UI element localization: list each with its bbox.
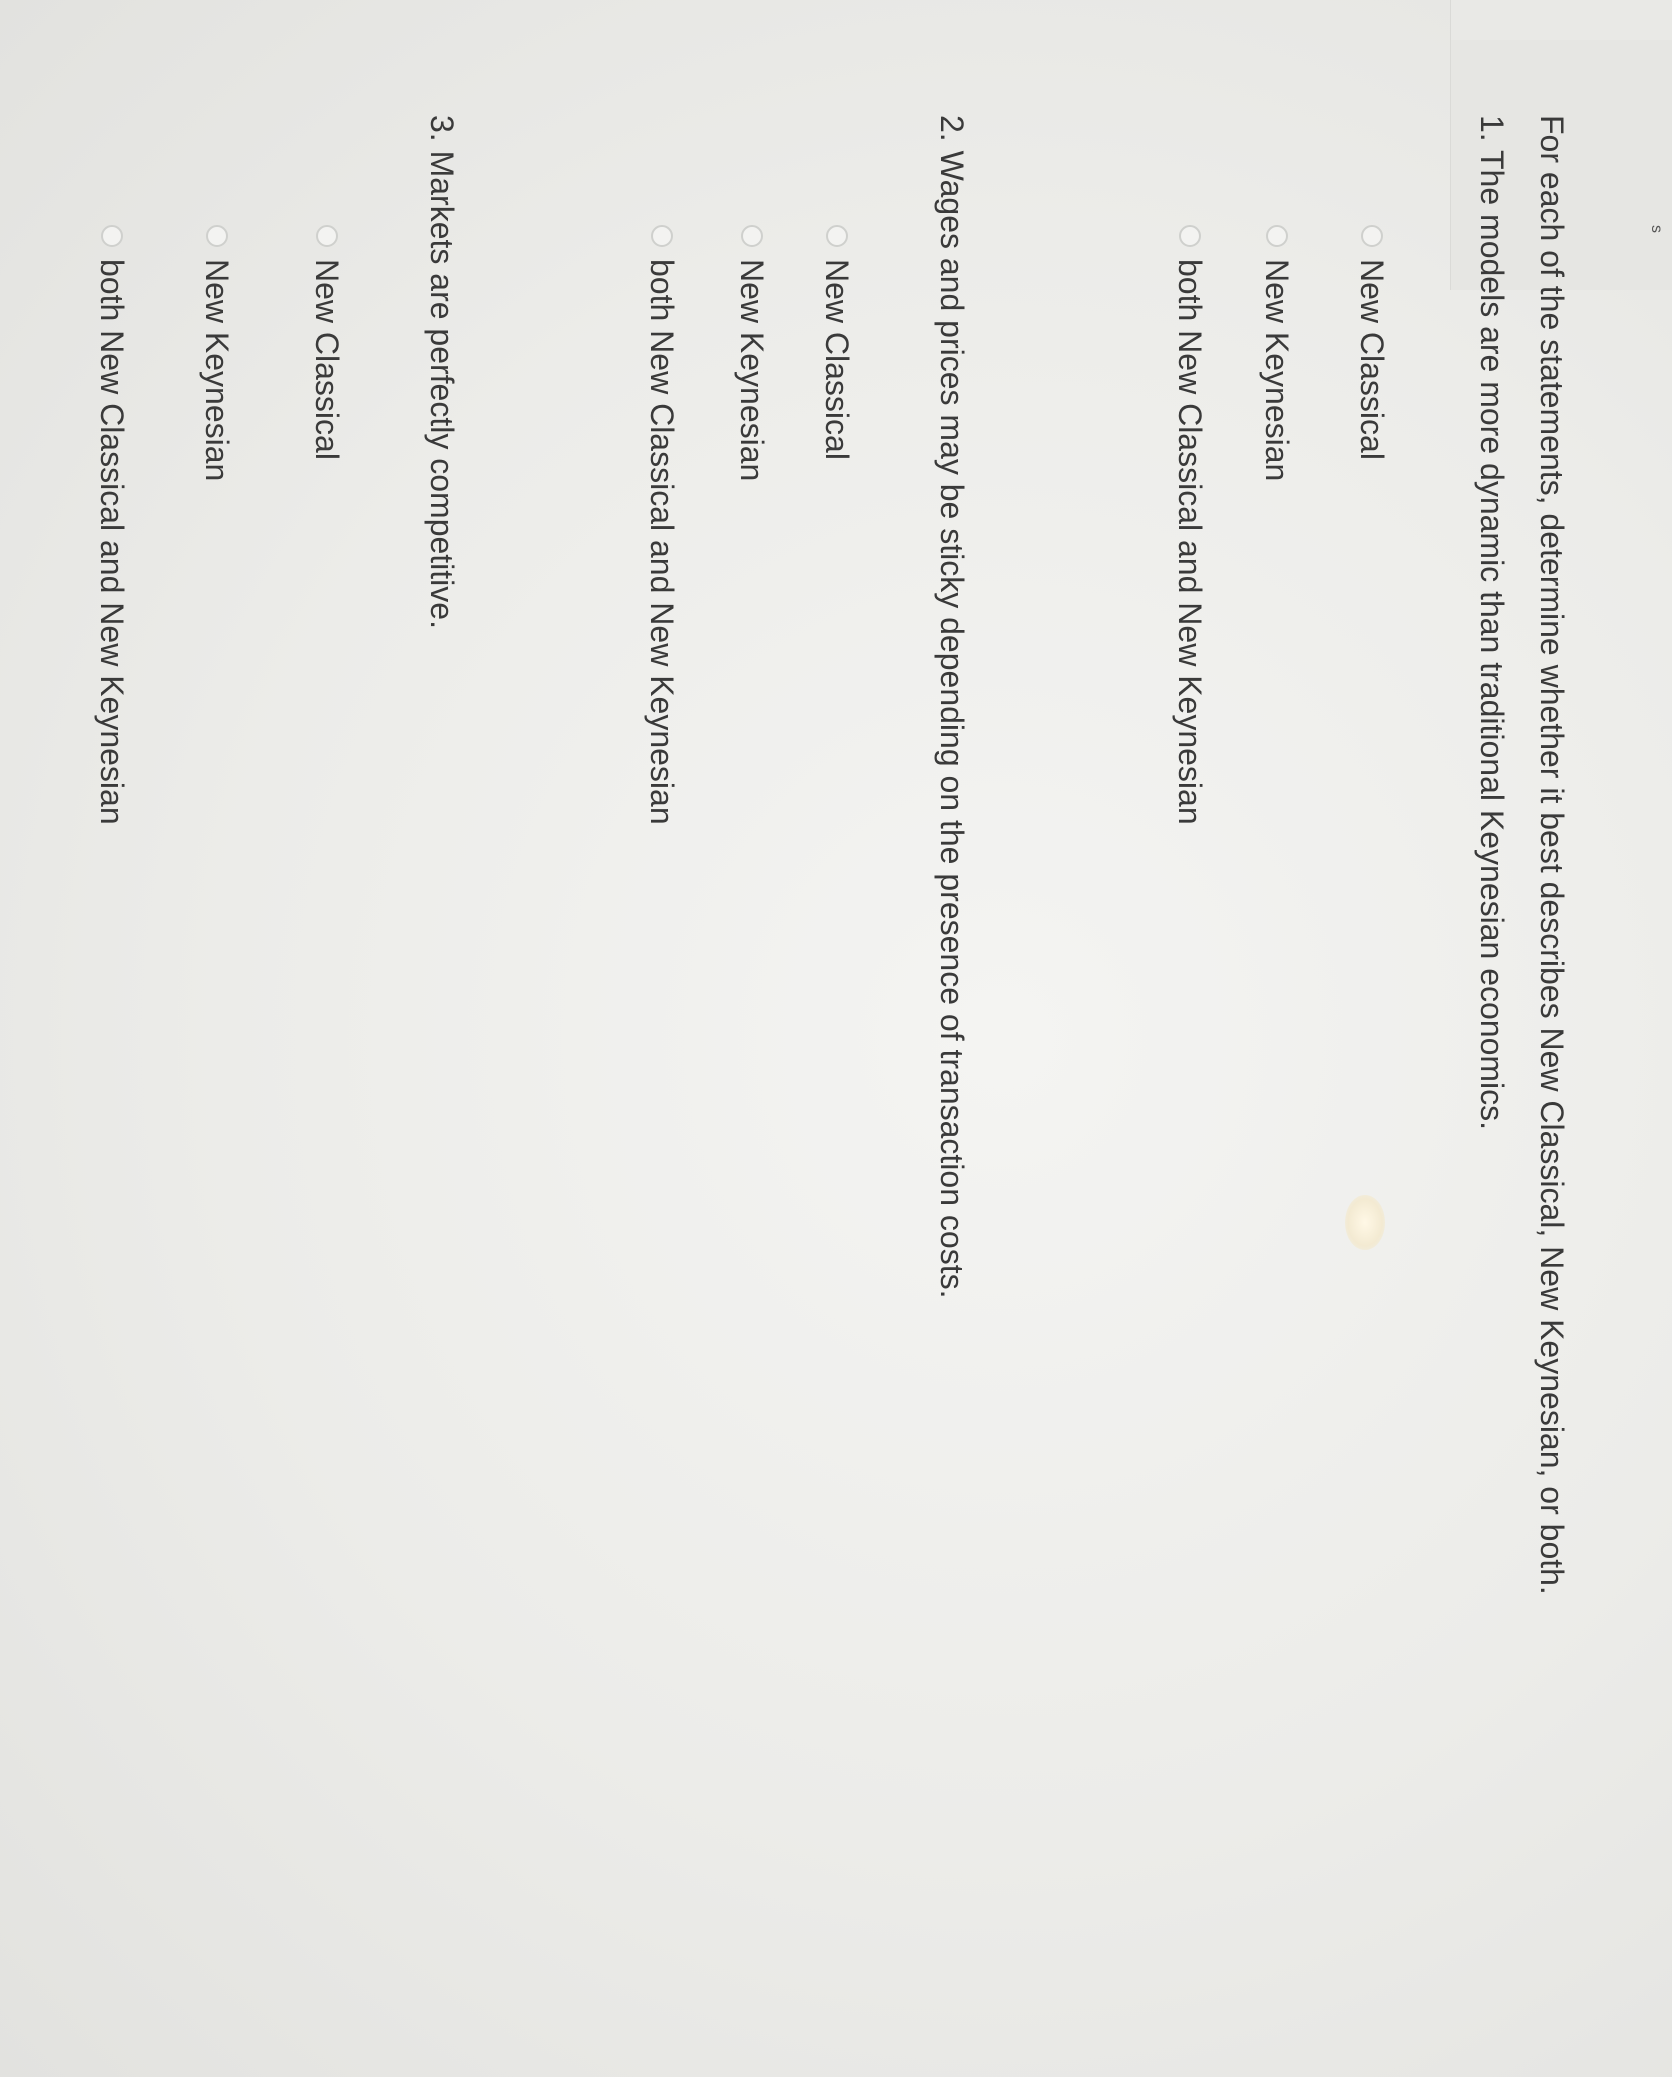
radio-button[interactable] (1266, 225, 1288, 247)
option-label: both New Classical and New Keynesian (94, 259, 130, 825)
q3-option-new-keynesian[interactable] (197, 225, 237, 481)
option-label: both New Classical and New Keynesian (1172, 259, 1208, 825)
option-label: New Keynesian (1259, 259, 1295, 482)
radio-button[interactable] (1361, 225, 1383, 247)
question-2-label: 2. Wages and prices may be sticky depending on the presence of transaction costs. (934, 115, 970, 1299)
q2-option-new-classical[interactable] (817, 225, 857, 460)
radio-button[interactable] (1179, 225, 1201, 247)
instructions: For each of the statements, determine whether it best describes New Classical, New Keynesian, or both. (1534, 115, 1570, 1595)
radio-button[interactable] (206, 225, 228, 247)
side-panel-letter: s (1648, 225, 1665, 233)
option-label: New Classical (309, 259, 345, 460)
q2-option-new-keynesian[interactable] (732, 225, 772, 481)
q1-option-new-keynesian[interactable] (1257, 225, 1297, 481)
option-label: New Keynesian (199, 259, 235, 482)
radio-button[interactable] (101, 225, 123, 247)
option-label: New Classical (819, 259, 855, 460)
q1-option-both[interactable] (1170, 225, 1210, 825)
question-1-label: 1. The models are more dynamic than traditional Keynesian economics. (1474, 115, 1510, 1131)
radio-button[interactable] (741, 225, 763, 247)
option-label: New Classical (1354, 259, 1390, 460)
q3-option-new-classical[interactable] (307, 225, 347, 460)
radio-button[interactable] (651, 225, 673, 247)
question-3-label: 3. Markets are perfectly competitive. (424, 115, 460, 629)
q3-option-both[interactable] (92, 225, 132, 825)
q1-option-new-classical[interactable] (1352, 225, 1392, 460)
q2-option-both[interactable] (642, 225, 682, 825)
option-label: New Keynesian (734, 259, 770, 482)
radio-button[interactable] (316, 225, 338, 247)
option-label: both New Classical and New Keynesian (644, 259, 680, 825)
radio-button[interactable] (826, 225, 848, 247)
